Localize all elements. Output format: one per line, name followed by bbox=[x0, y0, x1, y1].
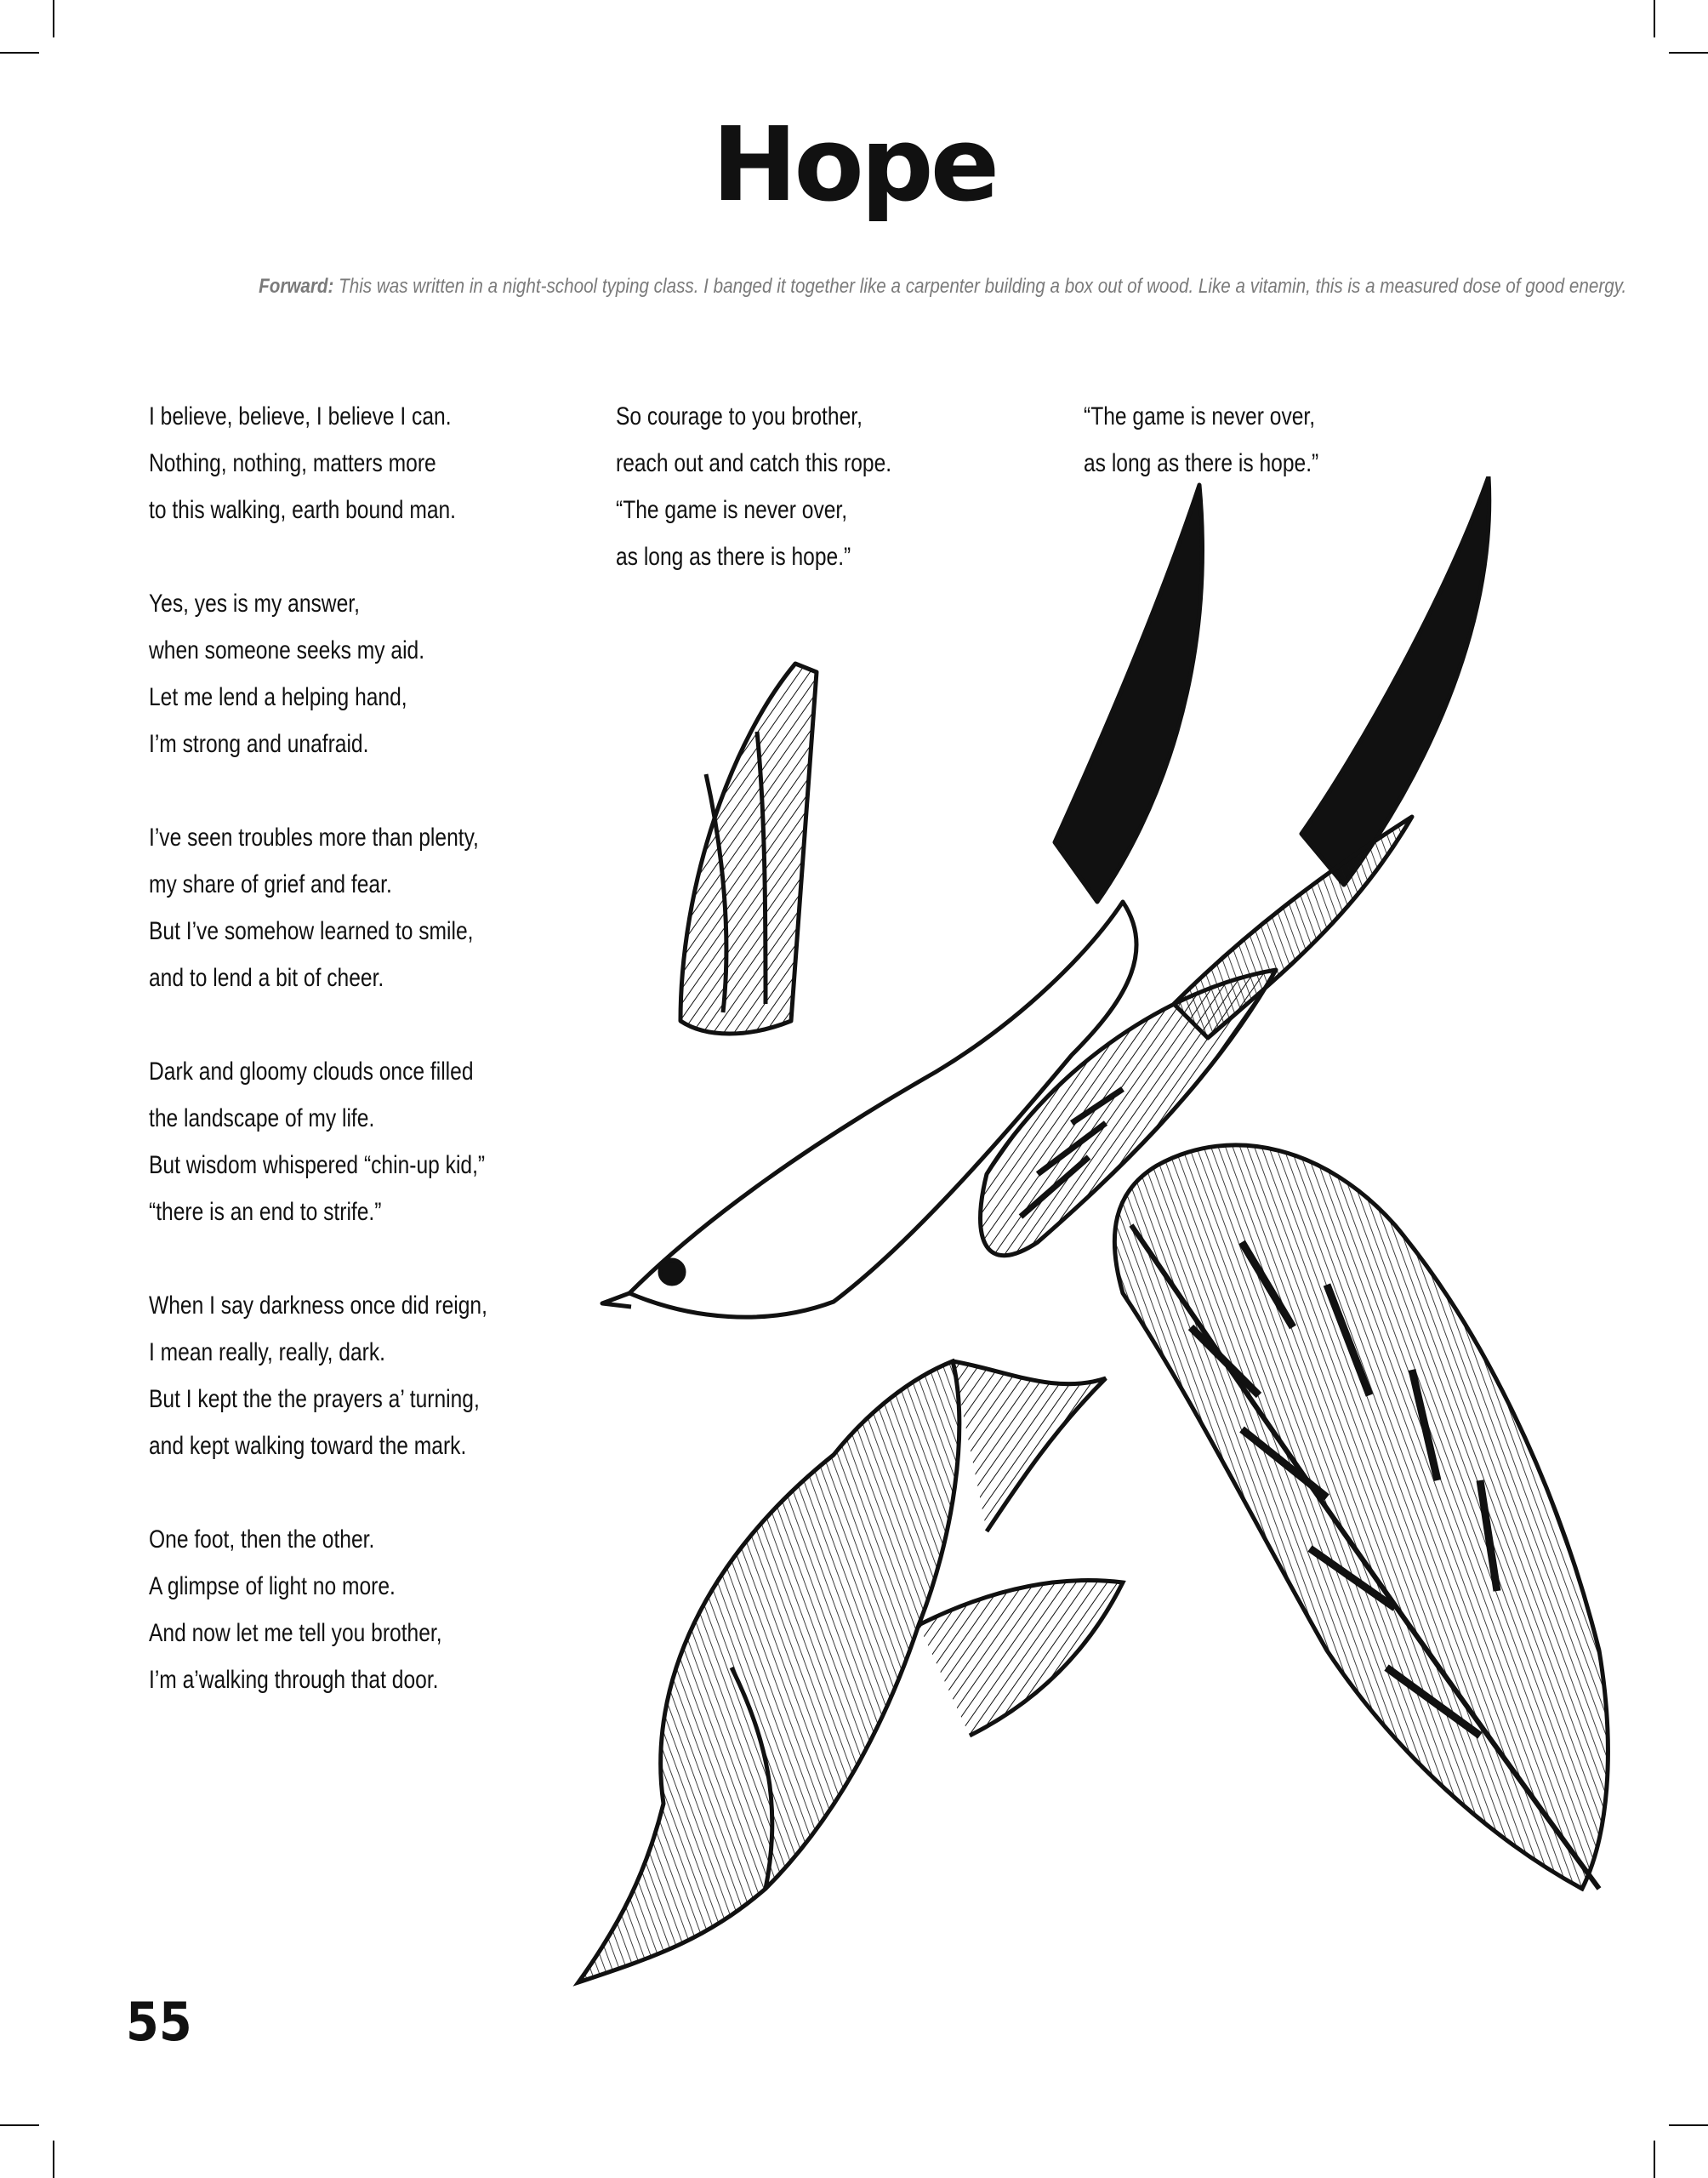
poem-line: But I’ve somehow learned to smile, bbox=[149, 917, 474, 945]
crop-mark bbox=[1669, 52, 1708, 54]
poem-line: I’m strong and unafraid. bbox=[149, 730, 369, 758]
poem-line: “The game is never over, bbox=[1084, 402, 1316, 430]
crop-mark bbox=[1654, 0, 1655, 37]
rose-bud-drawing bbox=[578, 1361, 1123, 1982]
poem-line: Dark and gloomy clouds once filled bbox=[149, 1058, 474, 1086]
poem-line: I mean really, really, dark. bbox=[149, 1338, 385, 1366]
crop-mark bbox=[1654, 2141, 1655, 2178]
poem-line: as long as there is hope.” bbox=[616, 543, 851, 571]
ink-illustration bbox=[510, 476, 1659, 2059]
poem-line: I’ve seen troubles more than plenty, bbox=[149, 824, 479, 852]
poem-line: “The game is never over, bbox=[616, 496, 848, 524]
poem-line: So courage to you brother, bbox=[616, 402, 863, 430]
poem-line: to this walking, earth bound man. bbox=[149, 496, 457, 524]
poem-title: Hope bbox=[711, 106, 997, 225]
poem-line: when someone seeks my aid. bbox=[149, 636, 425, 664]
crop-mark bbox=[0, 52, 39, 54]
poem-line: Yes, yes is my answer, bbox=[149, 590, 360, 618]
forward-note bbox=[259, 275, 1627, 299]
poem-stanza bbox=[1084, 393, 1509, 487]
poem-line: and to lend a bit of cheer. bbox=[149, 964, 384, 992]
poem-line: When I say darkness once did reign, bbox=[149, 1291, 487, 1320]
poem-line: But wisdom whispered “chin-up kid,” bbox=[149, 1151, 486, 1179]
poem-line: I believe, believe, I believe I can. bbox=[149, 402, 452, 430]
poem-line: reach out and catch this rope. bbox=[616, 449, 892, 477]
poem-line: I’m a’walking through that door. bbox=[149, 1666, 439, 1694]
forward-label: Forward: bbox=[259, 275, 334, 298]
poem-line: and kept walking toward the mark. bbox=[149, 1432, 467, 1460]
poem-line: But I kept the the prayers a’ turning, bbox=[149, 1385, 480, 1413]
poem-line: A glimpse of light no more. bbox=[149, 1572, 396, 1600]
poem-line: as long as there is hope.” bbox=[1084, 449, 1319, 477]
poem-line: the landscape of my life. bbox=[149, 1104, 375, 1132]
crop-mark bbox=[0, 2124, 39, 2126]
crop-mark bbox=[53, 0, 54, 37]
page-number: 55 bbox=[126, 1991, 192, 2053]
poem-line: “there is an end to strife.” bbox=[149, 1198, 382, 1226]
poem-line: Let me lend a helping hand, bbox=[149, 683, 407, 711]
poem-line: my share of grief and fear. bbox=[149, 870, 392, 898]
poem-line: Nothing, nothing, matters more bbox=[149, 449, 436, 477]
crop-mark bbox=[1669, 2124, 1708, 2126]
crop-mark bbox=[53, 2141, 54, 2178]
poem-line: And now let me tell you brother, bbox=[149, 1619, 442, 1647]
forward-text: This was written in a night-school typing class. I banged it together like a carpenter building a box out of wood. Like a vitamin, this is a measured dose of good energy. bbox=[339, 275, 1627, 298]
feather-drawing bbox=[1114, 1145, 1608, 1889]
poem-line: One foot, then the other. bbox=[149, 1525, 375, 1554]
